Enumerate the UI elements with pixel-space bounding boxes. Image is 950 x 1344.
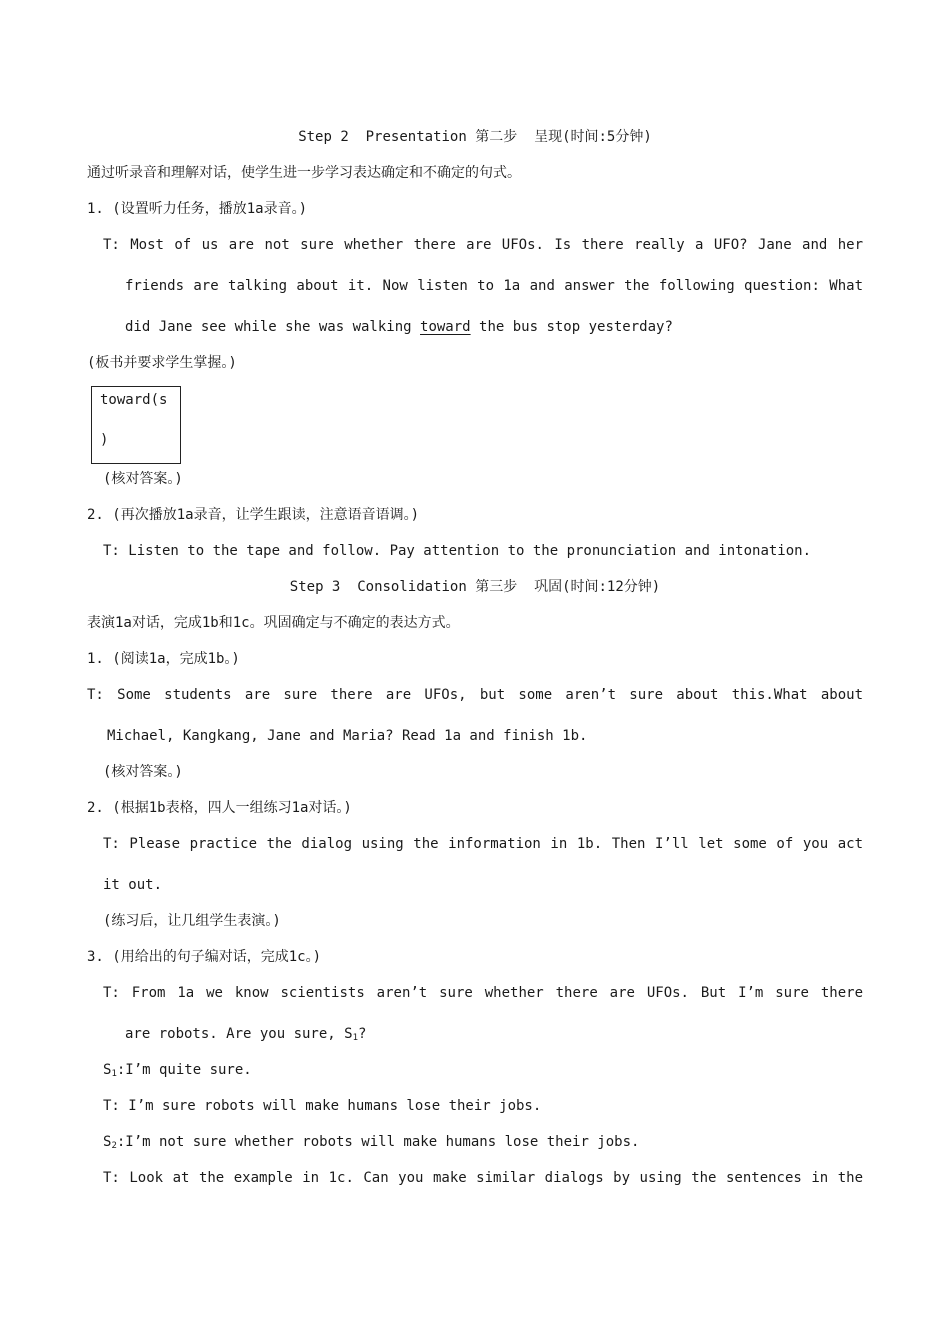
board-note: (板书并要求学生掌握。) [87, 355, 237, 371]
practice-note: (练习后，让几组学生表演。) [103, 913, 281, 929]
student1-line [103, 1061, 252, 1083]
board-word-line2: ) [100, 432, 109, 448]
speaker-number: 1 [111, 1069, 117, 1079]
line6-end: ? [358, 1026, 367, 1042]
step2-teacher-line2: friends are talking about it. Now listen to 1a and answer the following question: What [125, 278, 863, 294]
speaker: S [103, 1134, 112, 1150]
step2-teacher-line3 [125, 318, 673, 336]
step3-teacher-line3: T: Please practice the dialog using the information in 1b. Then I’ll let some of you act [103, 836, 863, 852]
student2-line [103, 1133, 639, 1155]
step3-heading: Step 3 Consolidation 第三步 巩固(时间:12分钟) [289, 579, 661, 595]
step3-teacher-line4: it out. [103, 877, 163, 893]
step3-item2-label: 2. (根据1b表格，四人一组练习1a对话。) [87, 800, 352, 816]
step2-item1-label: 1. (设置听力任务，播放1a录音。) [87, 201, 308, 217]
step3-teacher-line8: T: Look at the example in 1c. Can you make similar dialogs by using the sentences in the [103, 1170, 863, 1186]
speaker-number: 2 [111, 1141, 117, 1151]
step3-teacher-line7: T: I’m sure robots will make humans lose their jobs. [103, 1098, 542, 1114]
student-number: 1 [352, 1033, 358, 1043]
line3-end: the bus stop yesterday? [470, 319, 673, 335]
step2-teacher-line1: T: Most of us are not sure whether there are UFOs. Is there really a UFO? Jane and her [103, 237, 863, 253]
check-answers-note: (核对答案。) [103, 764, 183, 780]
step2-intro: 通过听录音和理解对话，使学生进一步学习表达确定和不确定的句式。 [87, 165, 521, 181]
step3-teacher-line2: Michael, Kangkang, Jane and Maria? Read 1a and finish 1b. [107, 728, 588, 744]
speech: :I’m not sure whether robots will make humans lose their jobs. [116, 1134, 640, 1150]
step3-item1-label: 1. (阅读1a，完成1b。) [87, 651, 240, 667]
step2-item2-label: 2. (再次播放1a录音，让学生跟读，注意语音语调。) [87, 507, 419, 523]
line6-text: are robots. Are you sure, S [125, 1026, 353, 1042]
blackboard-box [91, 386, 181, 464]
step3-teacher-line5: T: From 1a we know scientists aren’t sure whether there are UFOs. But I’m sure there [103, 985, 863, 1001]
step3-teacher-line6 [125, 1025, 366, 1047]
speaker: S [103, 1062, 112, 1078]
speech: :I’m quite sure. [116, 1062, 252, 1078]
step3-item3-label: 3. (用给出的句子编对话，完成1c。) [87, 949, 322, 965]
check-answers-note: (核对答案。) [103, 471, 183, 487]
step2-heading: Step 2 Presentation 第二步 呈现(时间:5分钟) [298, 129, 652, 145]
line3-start: did Jane see while she was walking [125, 319, 421, 335]
step2-teacher-line4: T: Listen to the tape and follow. Pay attention to the pronunciation and intonation. [103, 543, 812, 559]
underlined-word: toward [420, 319, 471, 335]
board-word-line1: toward(s [100, 392, 168, 408]
step3-teacher-line1: T: Some students are sure there are UFOs, but some aren’t sure about this.What about [87, 687, 863, 703]
step3-intro: 表演1a对话，完成1b和1c。巩固确定与不确定的表达方式。 [87, 615, 460, 631]
